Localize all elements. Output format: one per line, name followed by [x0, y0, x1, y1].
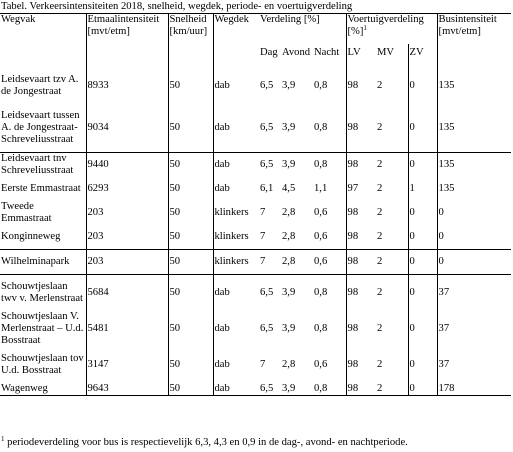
cell-bus: 37 [437, 347, 511, 383]
cell-etmaal: 203 [86, 201, 168, 225]
cell-mv: 2 [376, 153, 408, 178]
footnote [1, 437, 408, 449]
cell-nacht: 0,6 [314, 231, 328, 242]
header-etmaalintensiteit: Etmaalintensiteit [mvt/etm] [86, 14, 168, 45]
cell-etmaal: 203 [86, 250, 168, 275]
table-row [0, 225, 511, 250]
cell-wegdek: klinkers [213, 201, 259, 225]
cell-avond: 3,9 [282, 323, 296, 334]
cell-zv: 0 [408, 201, 437, 225]
cell-snelheid: 50 [168, 153, 213, 178]
cell-lv: 98 [346, 311, 376, 347]
cell-bus: 37 [437, 275, 511, 312]
table-row [0, 177, 511, 201]
cell-snelheid: 50 [168, 275, 213, 312]
cell-wegvak: Schouwtjeslaan tov U.d. Bosstraat [1, 353, 84, 376]
cell-etmaal: 9440 [86, 153, 168, 178]
cell-lv: 97 [346, 177, 376, 201]
subheader-nacht: Nacht [314, 47, 340, 58]
footnote-marker: 1 [1, 435, 5, 443]
cell-snelheid: 50 [168, 311, 213, 347]
subheader-empty-etmaal [86, 44, 168, 68]
cell-dag: 6,5 [259, 383, 281, 396]
cell-wegdek: dab [213, 104, 259, 153]
table-row [0, 311, 511, 347]
cell-avond: 2,8 [282, 207, 296, 218]
cell-lv: 98 [346, 68, 376, 104]
table-row [0, 201, 511, 225]
cell-etmaal: 5684 [86, 275, 168, 312]
cell-snelheid: 50 [168, 104, 213, 153]
cell-zv: 0 [408, 68, 437, 104]
cell-dag: 7 [260, 231, 266, 242]
subheader-lv: LV [346, 44, 376, 68]
cell-wegvak: Schouwtjeslaan V. Merlenstraat – U.d. Bosstraat [1, 311, 84, 346]
header-wegdek: Wegdek [213, 14, 259, 45]
cell-avond: 3,9 [281, 383, 313, 396]
cell-zv: 1 [408, 177, 437, 201]
cell-dag: 6,5 [260, 80, 274, 91]
cell-snelheid: 50 [168, 177, 213, 201]
subheader-empty-wegvak [0, 44, 86, 68]
cell-etmaal: 3147 [86, 347, 168, 383]
subheader-zv: ZV [408, 44, 437, 68]
cell-mv: 2 [377, 323, 383, 334]
cell-wegvak: Konginneweg [1, 231, 61, 242]
table-body [0, 68, 511, 396]
cell-wegdek: dab [213, 275, 259, 312]
cell-nacht: 0,8 [313, 275, 346, 312]
table-row [0, 104, 511, 153]
cell-bus: 135 [437, 68, 511, 104]
table-row [0, 347, 511, 383]
cell-dag: 6,5 [260, 122, 274, 133]
cell-wegvak: Eerste Emmastraat [1, 183, 81, 194]
cell-zv: 0 [408, 275, 437, 312]
cell-wegdek: dab [213, 68, 259, 104]
cell-etmaal: 9643 [86, 383, 168, 396]
cell-snelheid: 50 [168, 250, 213, 275]
cell-zv: 0 [408, 383, 437, 396]
cell-mv: 2 [376, 383, 408, 396]
cell-dag: 7 [260, 359, 266, 370]
cell-avond: 2,8 [281, 250, 313, 275]
cell-dag: 6,5 [259, 275, 281, 312]
cell-snelheid: 50 [168, 201, 213, 225]
cell-lv: 98 [346, 225, 376, 250]
cell-nacht: 0,8 [313, 153, 346, 178]
cell-avond: 2,8 [282, 359, 296, 370]
cell-lv: 98 [346, 275, 376, 312]
cell-wegvak: Tweede Emmastraat [1, 201, 52, 224]
cell-dag: 6,5 [260, 323, 274, 334]
cell-lv: 98 [346, 250, 376, 275]
cell-lv: 98 [346, 347, 376, 383]
cell-lv: 98 [346, 201, 376, 225]
cell-etmaal: 203 [86, 225, 168, 250]
cell-dag: 7 [259, 250, 281, 275]
cell-avond: 2,8 [282, 231, 296, 242]
cell-nacht: 0,8 [314, 122, 328, 133]
cell-nacht: 0,6 [314, 207, 328, 218]
traffic-table [0, 13, 511, 396]
cell-bus: 0 [437, 225, 511, 250]
cell-mv: 2 [377, 231, 383, 242]
table-row [0, 68, 511, 104]
cell-dag: 6,1 [260, 183, 274, 194]
subheader-empty-snelheid [168, 44, 213, 68]
cell-wegdek: klinkers [213, 225, 259, 250]
cell-snelheid: 50 [168, 68, 213, 104]
table-row [0, 250, 511, 275]
cell-snelheid: 50 [168, 225, 213, 250]
header-verdeling: Verdeling [%] [259, 14, 346, 45]
cell-nacht: 0,8 [314, 323, 328, 334]
cell-zv: 0 [408, 153, 437, 178]
subheader-dag: Dag [260, 47, 278, 58]
table-caption: Tabel. Verkeersintensiteiten 2018, snelheid, wegdek, periode- en voertuigverdeling [1, 1, 353, 12]
header-voertuigverdeling [346, 14, 437, 45]
cell-zv: 0 [408, 225, 437, 250]
cell-zv: 0 [408, 104, 437, 153]
cell-dag: 7 [260, 207, 266, 218]
cell-snelheid: 50 [168, 383, 213, 396]
cell-wegdek: klinkers [213, 250, 259, 275]
cell-bus: 0 [437, 201, 511, 225]
cell-lv: 98 [346, 104, 376, 153]
cell-wegdek: dab [213, 347, 259, 383]
cell-wegvak: Schouwtjeslaan twv v. Merlenstraat [0, 275, 86, 312]
cell-bus: 135 [437, 104, 511, 153]
cell-etmaal: 8933 [86, 68, 168, 104]
header-busintensiteit: Busintensiteit [mvt/etm] [437, 14, 511, 45]
cell-nacht: 1,1 [314, 183, 328, 194]
cell-zv: 0 [408, 250, 437, 275]
cell-bus: 0 [437, 250, 511, 275]
cell-avond: 3,9 [282, 122, 296, 133]
cell-wegdek: dab [213, 177, 259, 201]
cell-wegvak: Leidsevaart tzv A. de Jongestraat [1, 74, 79, 97]
subheader-row [0, 44, 511, 68]
cell-nacht: 0,6 [313, 250, 346, 275]
cell-etmaal: 9034 [86, 104, 168, 153]
header-voertuigverdeling-label: Voertuigverdeling [%] [347, 14, 424, 37]
cell-etmaal: 6293 [86, 177, 168, 201]
cell-avond: 3,9 [282, 80, 296, 91]
subheader-avond: Avond [282, 47, 311, 58]
cell-wegdek: dab [213, 311, 259, 347]
cell-wegdek: dab [213, 153, 259, 178]
footnote-ref: 1 [363, 24, 367, 32]
footnote-text: periodeverdeling voor bus is respectievelijk 6,3, 4,3 en 0,9 in de dag-, avond- en nachtperiode. [4, 437, 408, 448]
cell-mv: 2 [377, 80, 383, 91]
cell-mv: 2 [376, 275, 408, 312]
header-snelheid: Snelheid [km/uur] [168, 14, 213, 45]
cell-nacht: 0,8 [313, 383, 346, 396]
subheader-empty-wegdek [213, 44, 259, 68]
cell-mv: 2 [377, 207, 383, 218]
cell-zv: 0 [408, 311, 437, 347]
cell-nacht: 0,8 [314, 80, 328, 91]
cell-bus: 135 [437, 153, 511, 178]
cell-mv: 2 [377, 122, 383, 133]
header-wegvak: Wegvak [0, 14, 86, 45]
cell-bus: 37 [437, 311, 511, 347]
cell-avond: 4,5 [282, 183, 296, 194]
cell-bus: 178 [437, 383, 511, 396]
subheader-mv: MV [377, 47, 395, 58]
cell-lv: 98 [346, 153, 376, 178]
cell-avond: 3,9 [281, 275, 313, 312]
cell-avond: 3,9 [281, 153, 313, 178]
cell-dag: 6,5 [259, 153, 281, 178]
cell-mv: 2 [377, 183, 383, 194]
cell-mv: 2 [376, 250, 408, 275]
cell-mv: 2 [377, 359, 383, 370]
table-row [0, 275, 511, 312]
table-row [0, 383, 511, 396]
header-row [0, 14, 511, 45]
table-row [0, 153, 511, 178]
cell-nacht: 0,6 [314, 359, 328, 370]
cell-bus: 135 [437, 177, 511, 201]
cell-wegvak: Wilhelminapark [0, 250, 86, 275]
cell-wegvak: Leidsevaart tussen A. de Jongestraat-Schreveliusstraat [1, 110, 80, 145]
cell-etmaal: 5481 [86, 311, 168, 347]
cell-wegvak: Leidsevaart tnv Schreveliusstraat [0, 153, 86, 178]
cell-zv: 0 [408, 347, 437, 383]
cell-snelheid: 50 [168, 347, 213, 383]
cell-wegdek: dab [213, 383, 259, 396]
cell-lv: 98 [346, 383, 376, 396]
cell-wegvak: Wagenweg [0, 383, 86, 396]
subheader-empty-bus [437, 44, 511, 68]
